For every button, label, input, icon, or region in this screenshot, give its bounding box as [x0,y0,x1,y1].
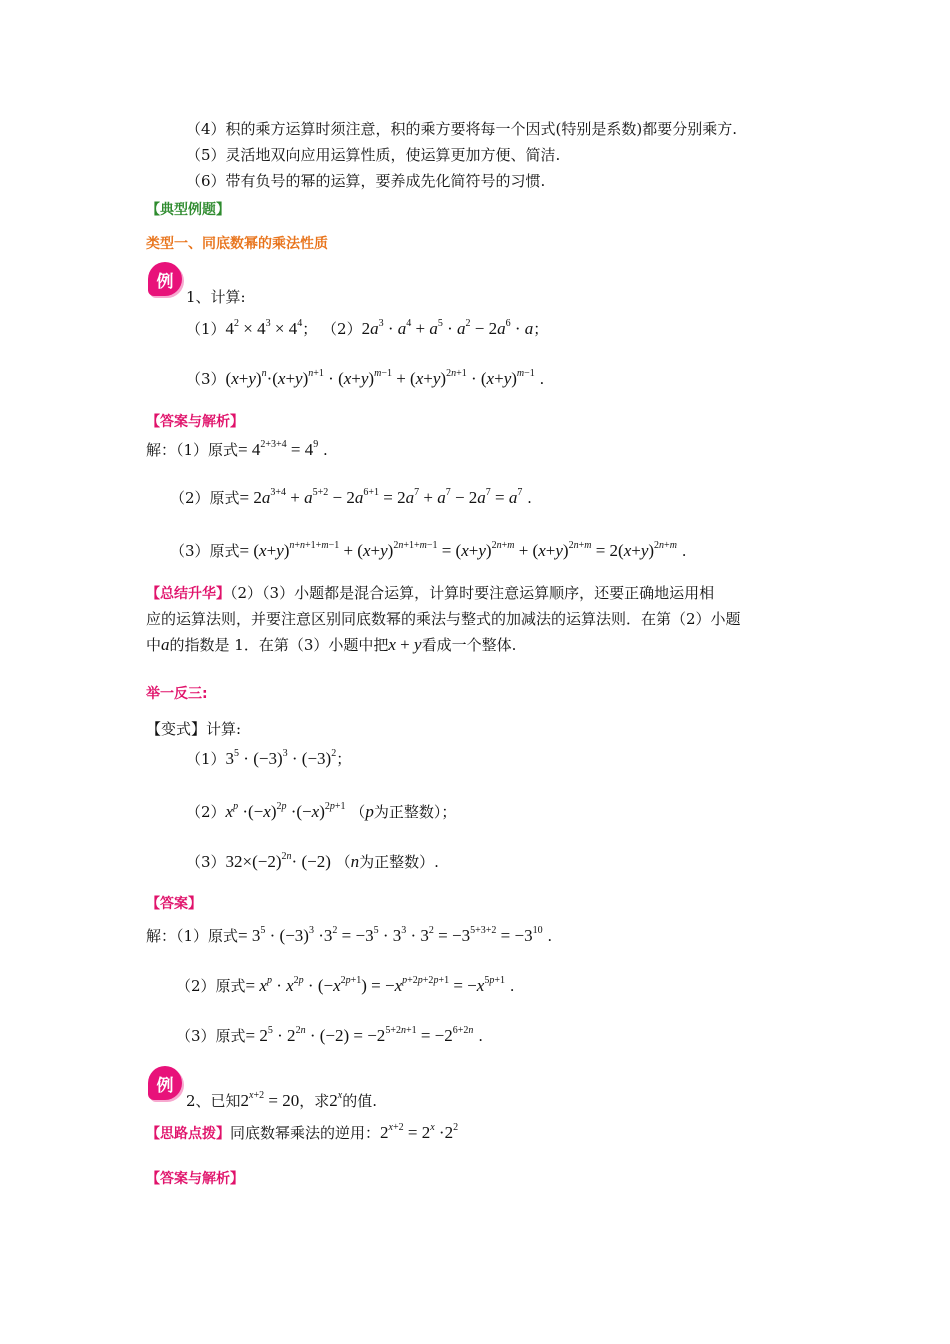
note-6: （6）带有负号的幂的运算，要养成先化简符号的习惯. [186,172,546,190]
heading-type-one: 类型一、同底数幂的乘法性质 [146,236,328,252]
example1-part1: $(1)4^2 \times 4^3 \times 4^4$； $(2)2a^3 \cdot a^4 + a^5 \cdot a^2 - 2a^6 \cdot a$； [186,318,549,338]
example1-label: 1、计算: [186,288,246,306]
summary-paragraph: 【总结升华】（2）（3）小题都是混合运算，计算时要注意运算顺序，还要正确地运用相 应的运算法则，并要注意区别同底数幂的乘法与整式的加减法的运算法则．在第（2）小题 中a的指数是 1．在第（3）小题中把x + y看成一个整体. [146,584,741,654]
variant-part1: $(1)3^5 \cdot (-3)^3 \cdot (-3)^2$； [186,748,352,768]
hint-heading: 【思路点拨】 [146,1126,230,1142]
heading-practice: 举一反三: [146,686,208,702]
example2-statement: 2、已知$2^{x+2} = 20$，求2$^x$的值. [186,1090,377,1110]
note-5: （5）灵活地双向应用运算性质，使运算更加方便、简洁. [186,146,561,164]
variant-part2: $(2)x^p \cdot(-x)^{2p} \cdot(-x)^{2p+1}$ （p为正整数）； [186,801,457,821]
solution1-part3: （3）原式= $(x+y)^{n+n+1+m-1} + (x+y)^{2n+1+m-1} = (x+y)^{2n+m} + (x+y)^{2n+m} = 2(x+y)^{2n+m}$ . [170,540,687,560]
heading-answer: 【答案】 [146,896,202,912]
variant-heading: 【变式】计算: [146,720,242,738]
heading-typical-examples: 【典型例题】 [146,202,230,218]
variant-part3: $(3)32\times(-2)^{2n}\cdot (-2)$ （n为正整数）. [186,851,439,871]
solution2-part1: 解：（1）原式= $3^5 \cdot (-3)^3 \cdot 3^2 = -3^5 \cdot 3^3 \cdot 3^2 = -3^{5+3+2} = -3^{10}$ . [146,925,553,945]
solution1-part2: （2）原式= $2a^{3+4} + a^{5+2} - 2a^{6+1} = 2a^7 + a^7 - 2a^7 = a^7$ . [170,487,532,507]
hint-line: 【思路点拨】同底数幂乘法的逆用：$2^{x+2} = 2^x \cdot 2^2$ [146,1122,459,1142]
solution2-part3: （3）原式= $2^5 \cdot 2^{2n} \cdot (-2) = -2^{5+2n+1} = -2^{6+2n}$ . [176,1025,483,1045]
heading-answer-analysis-2: 【答案与解析】 [146,1171,244,1187]
heading-answer-analysis: 【答案与解析】 [146,414,244,430]
example1-part3: $(3)(x+y)^n\cdot(x+y)^{n+1} \cdot (x+y)^{m-1} + (x+y)^{2n+1} \cdot (x+y)^{m-1}$ . [186,368,545,388]
solution2-part2: （2）原式= $x^p \cdot x^{2p} \cdot (-x^{2p+1}) = -x^{p+2p+2p+1} = -x^{5p+1}$ . [176,975,515,995]
example2-badge-icon: 例 [148,1066,182,1100]
example-badge-icon: 例 [148,262,182,296]
note-4: （4）积的乘方运算时须注意，积的乘方要将每一个因式(特别是系数)都要分别乘方. [186,120,738,138]
summary-heading: 【总结升华】 [146,586,230,602]
solution1-part1: 解：（1）原式= $4^{2+3+4} = 4^9$ . [146,439,328,459]
